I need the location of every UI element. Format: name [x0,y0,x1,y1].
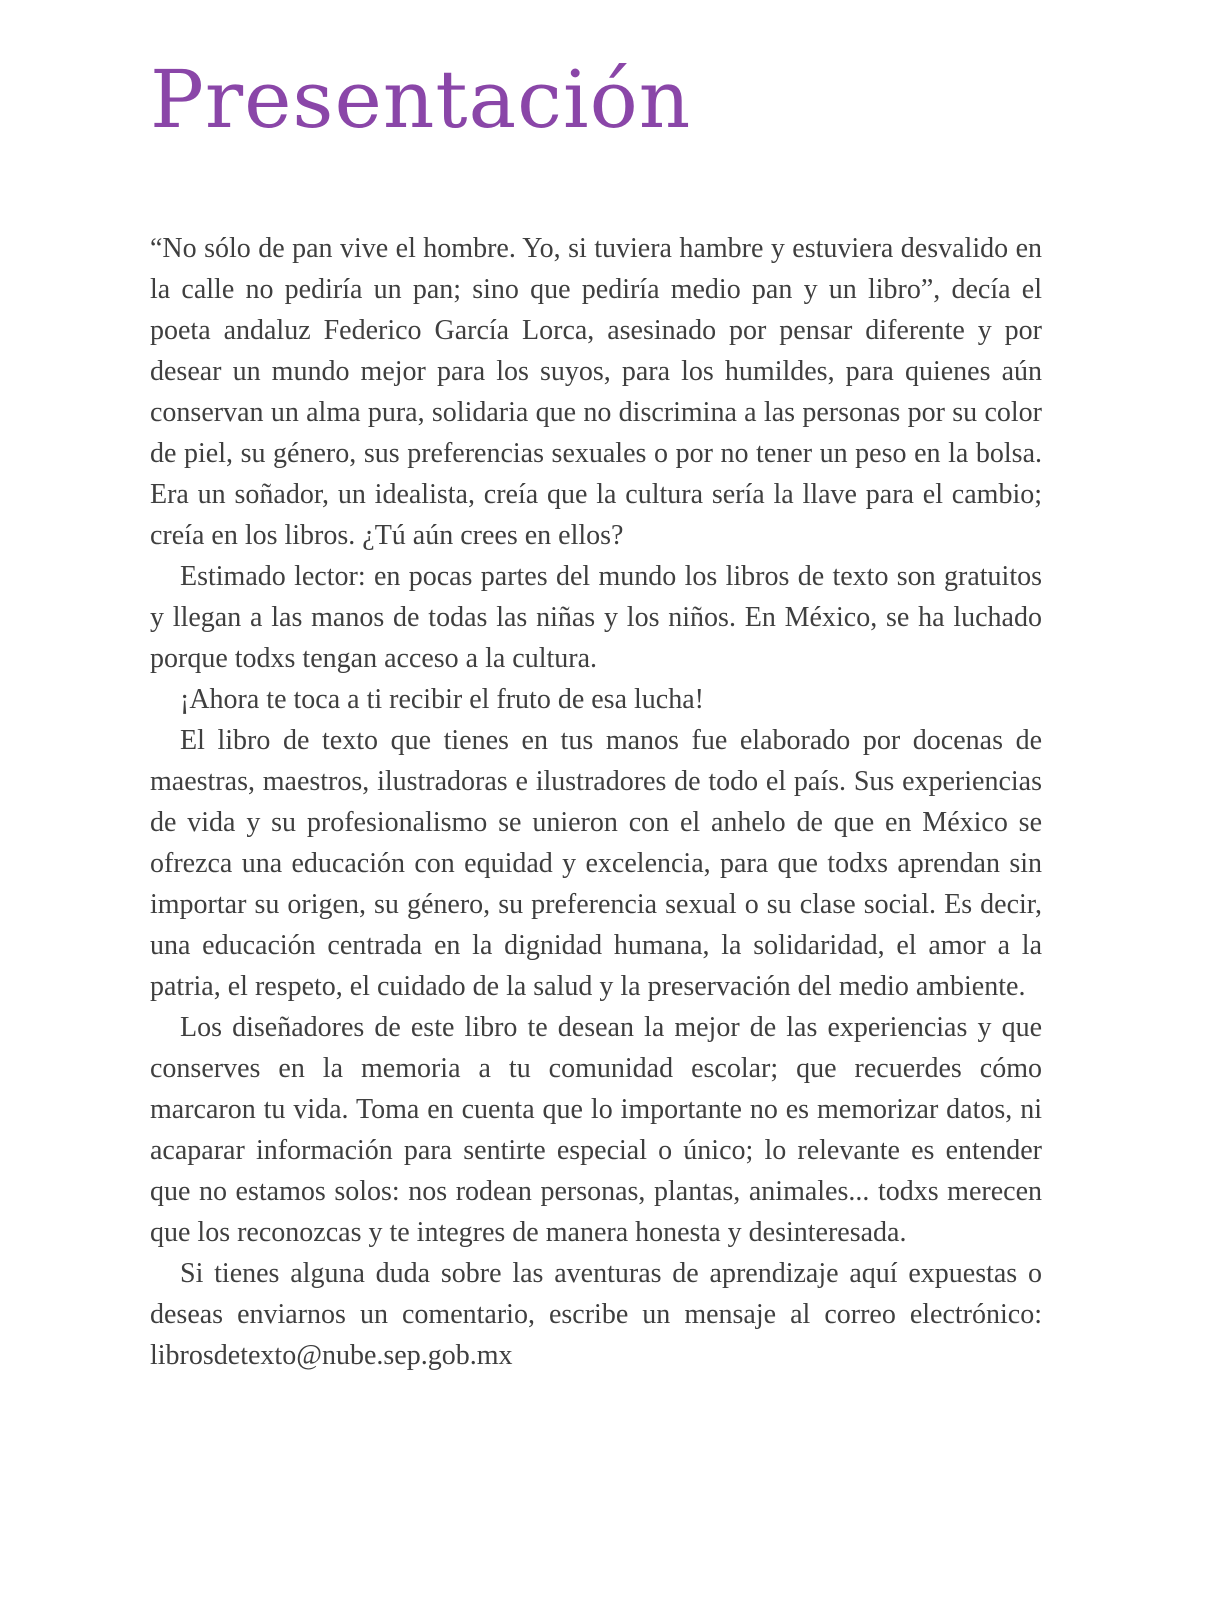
paragraph-estimado-lector: Estimado lector: en pocas partes del mundo los libros de texto son gratuitos y llegan a las manos de todas las niñas y los niños. En México, se ha luchado porque todxs tengan acceso a la cultura. [150,561,1042,674]
paragraph-quote: “No sólo de pan vive el hombre. Yo, si tuviera hambre y estuviera desvalido en la calle no pediría un pan; sino que pediría medio pan y un libro”, decía el poeta andaluz Federico García Lorca, asesinado por pensar diferente y por desear un mundo mejor para los suyos, para los humildes, para quienes aún conservan un alma pura, solidaria que no discrimina a las personas por su color de piel, su género, sus preferencias sexuales o por no tener un peso en la bolsa. Era un soñador, un idealista, creía que la cultura sería la llave para el cambio; creía en los libros. ¿Tú aún crees en ellos? [150,233,1042,551]
presentation-body [150,228,1042,1376]
paragraph-libro-de-texto: El libro de texto que tienes en tus manos fue elaborado por docenas de maestras, maestros, ilustradoras e ilustradores de todo el país. Sus experiencias de vida y su profesionalismo se unieron con el anhelo de que en México se ofrezca una educación con equidad y excelencia, para que todxs aprendan sin importar su origen, su género, su preferencia sexual o su clase social. Es decir, una educación centrada en la dignidad humana, la solidaridad, el amor a la patria, el respeto, el cuidado de la salud y la preservación del medio ambiente. [150,725,1042,1002]
paragraph-contacto: Si tienes alguna duda sobre las aventuras de aprendizaje aquí expuestas o deseas enviarnos un comentario, escribe un mensaje al correo electrónico: librosdetexto@nube.sep.gob.mx [150,1258,1042,1371]
page-title: Presentación [150,53,692,146]
paragraph-disenadores: Los diseñadores de este libro te desean la mejor de las experiencias y que conserves en la memoria a tu comunidad escolar; que recuerdes cómo marcaron tu vida. Toma en cuenta que lo importante no es memorizar datos, ni acaparar información para sentirte especial o único; lo relevante es entender que no estamos solos: nos rodean personas, plantas, animales... todxs merecen que los reconozcas y te integres de manera honesta y desinteresada. [150,1012,1042,1248]
paragraph-exclamation: ¡Ahora te toca a ti recibir el fruto de esa lucha! [180,684,704,715]
